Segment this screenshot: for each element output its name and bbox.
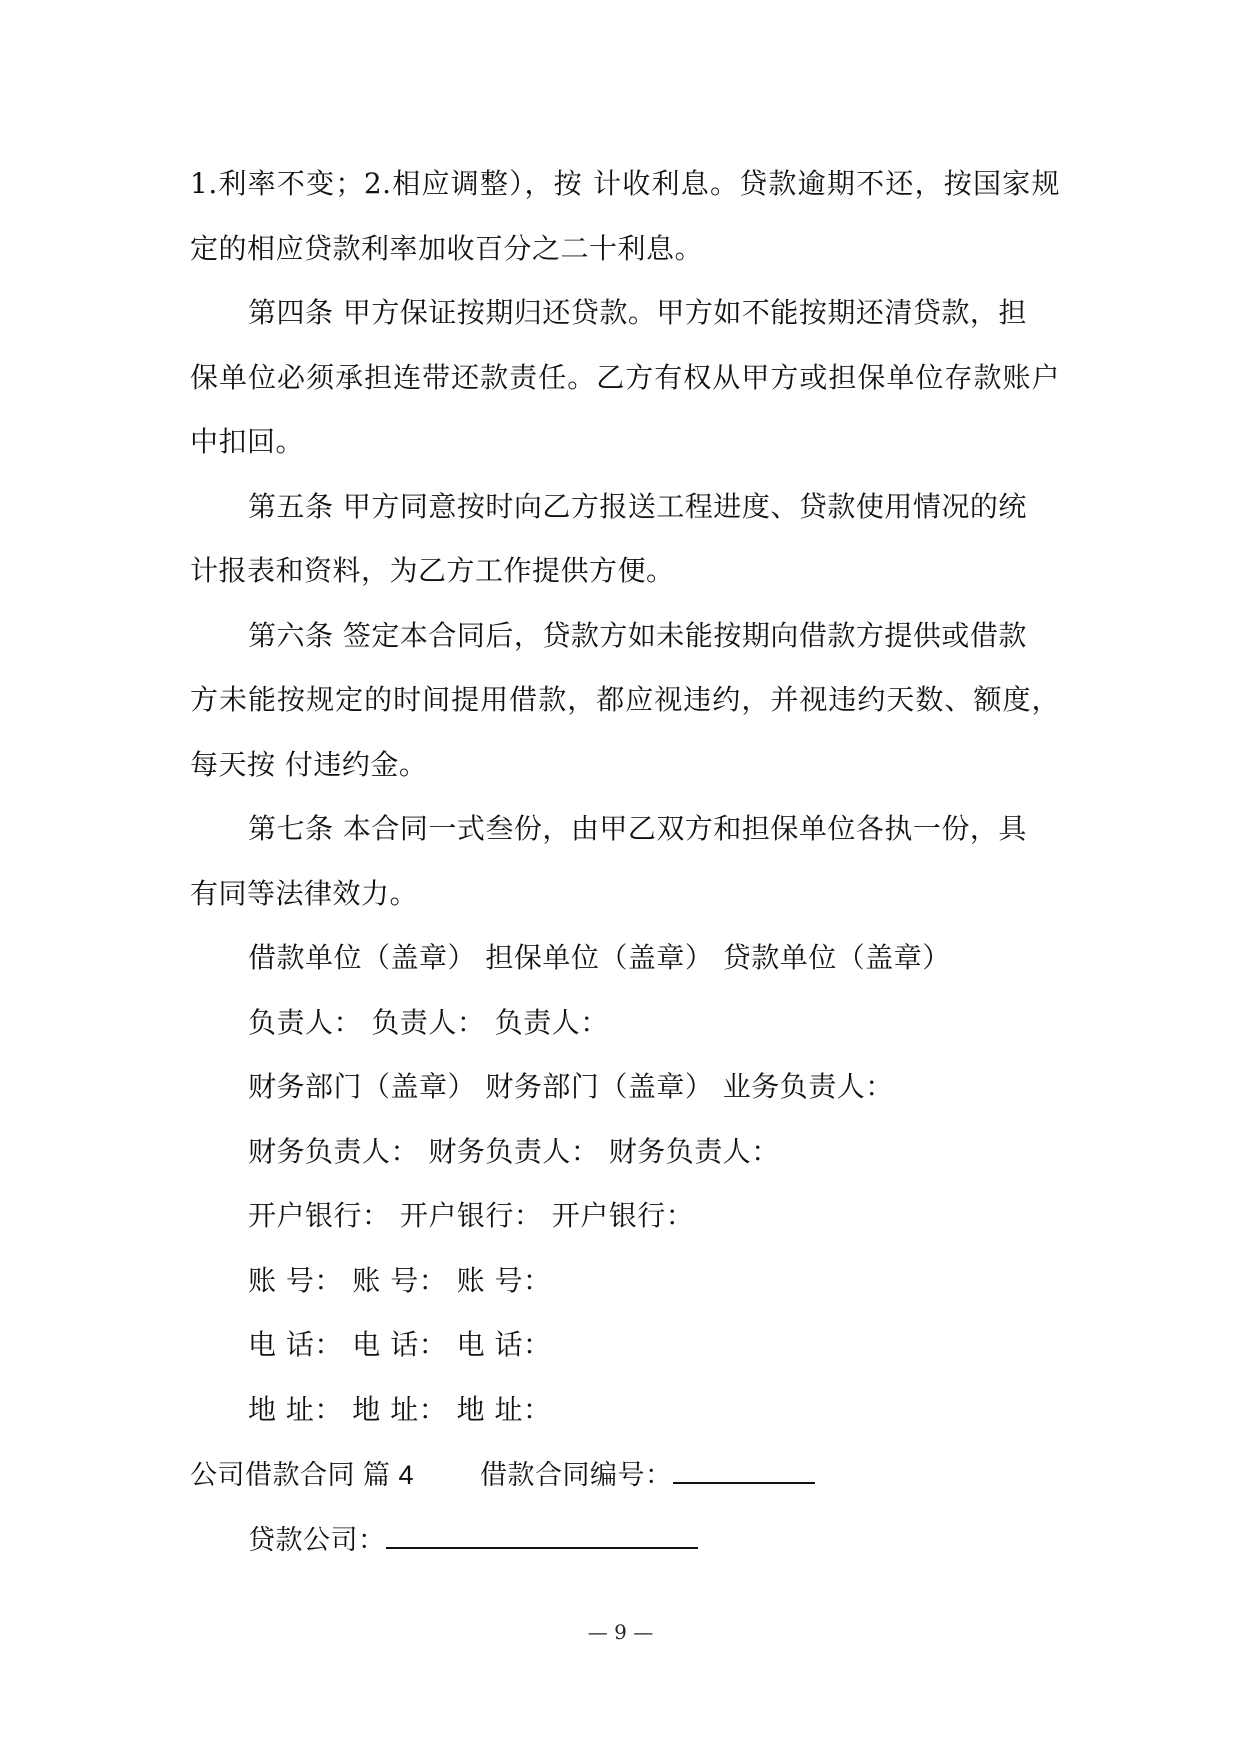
article-5-line-2: 计报表和资料，为乙方工作提供方便。 — [190, 554, 675, 587]
article-7-line-1: 第七条 本合同一式叁份，由甲乙双方和担保单位各执一份，具 — [248, 812, 1027, 845]
lender-company-label: 贷款公司： — [248, 1524, 386, 1555]
signature-units-line: 借款单位（盖章） 担保单位（盖章） 贷款单位（盖章） — [248, 941, 951, 974]
article-4-line-1: 第四条 甲方保证按期归还贷款。甲方如不能按期还清贷款，担 — [248, 296, 1027, 329]
text-line-2: 定的相应贷款利率加收百分之二十利息。 — [190, 231, 704, 265]
document-page — [190, 162, 1060, 1581]
signature-finance-head-line: 财务负责人： 财务负责人： 财务负责人： — [248, 1134, 780, 1168]
signature-address-line: 地 址： 地 址： 地 址： — [248, 1392, 552, 1426]
article-6-line-3: 每天按 付违约金。 — [190, 747, 428, 781]
article-6-line-2: 方未能按规定的时间提用借款，都应视违约，并视违约天数、额度， — [190, 683, 1060, 716]
article-7-line-2: 有同等法律效力。 — [190, 876, 419, 910]
article-6-line-1: 第六条 签定本合同后，贷款方如未能按期向借款方提供或借款 — [248, 618, 1027, 652]
signature-account-line: 账 号： 账 号： 账 号： — [248, 1263, 552, 1297]
page-number: — 9 — — [587, 1620, 654, 1644]
text-line-1: 1.利率不变；2.相应调整），按 计收利息。贷款逾期不还，按国家规 — [190, 167, 1060, 200]
contract-4-title: 公司借款合同 篇 4 — [190, 1460, 415, 1490]
contract-number-blank — [673, 1452, 815, 1484]
lender-company-line — [190, 1517, 1060, 1582]
signature-bank-line: 开户银行： 开户银行： 开户银行： — [248, 1199, 695, 1232]
signature-finance-dept-line: 财务部门（盖章） 财务部门（盖章） 业务负责人： — [248, 1070, 894, 1103]
lender-company-blank — [386, 1517, 698, 1549]
article-4-line-3: 中扣回。 — [190, 425, 305, 458]
contract-number-label: 借款合同编号： — [480, 1460, 673, 1490]
article-4-line-2: 保单位必须承担连带还款责任。乙方有权从甲方或担保单位存款账户 — [190, 360, 1060, 394]
signature-phone-line: 电 话： 电 话： 电 话： — [248, 1328, 552, 1361]
article-5-line-1: 第五条 甲方同意按时向乙方报送工程进度、贷款使用情况的统 — [248, 489, 1027, 523]
contract-4-header — [190, 1452, 1060, 1517]
signature-responsible-line: 负责人： 负责人： 负责人： — [248, 1005, 609, 1039]
